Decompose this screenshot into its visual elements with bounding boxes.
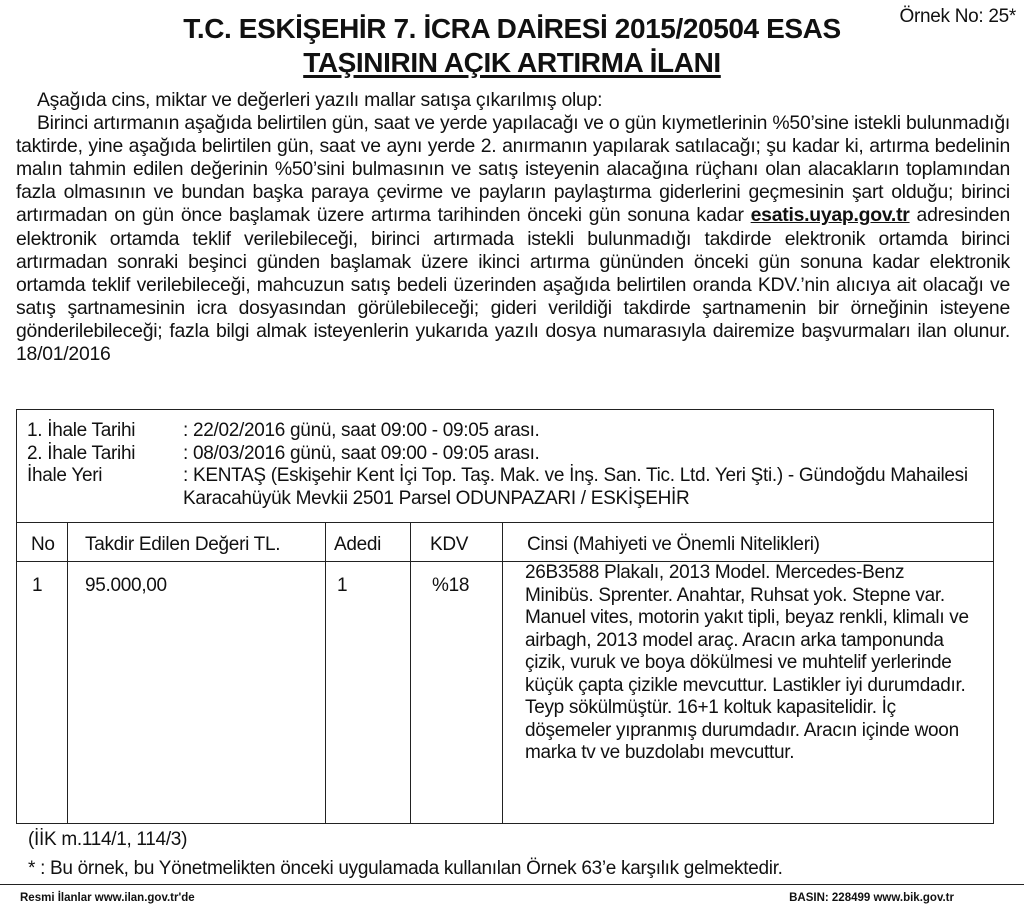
row-value: 95.000,00	[85, 575, 167, 596]
announcement-body	[16, 89, 1010, 366]
footer-bar	[0, 884, 1024, 920]
date2-label: 2. İhale Tarihi	[27, 442, 136, 464]
place-value: : KENTAŞ (Eskişehir Kent İçi Top. Taş. Mak. ve İnş. San. Tic. Ltd. Yeri Şti.) - Gündoğdu Mahailesi Karacahüyük Mevkii 2501 Parsel ODUNPAZARI / ESKİŞEHİR	[183, 465, 968, 509]
title-line-1: T.C. ESKİŞEHİR 7. İCRA DAİRESİ 2015/20504 ESAS	[183, 13, 841, 44]
footnote: * : Bu örnek, bu Yönetmelikten önceki uygulamada kullanılan Örnek 63’e karşılık gelmektedir.	[28, 858, 783, 879]
auction-details-box	[16, 409, 994, 824]
row-kdv: %18	[432, 575, 470, 596]
header-kdv: KDV	[430, 534, 469, 555]
header-no: No	[31, 534, 55, 555]
esatis-link[interactable]: esatis.uyap.gov.tr	[750, 204, 910, 227]
title-line-2: TAŞINIRIN AÇIK ARTIRMA İLANI	[303, 47, 721, 78]
col-divider-3	[410, 522, 411, 823]
intro-text-a: Birinci artırmanın aşağıda belirtilen gün, saat ve yerde yapılacağı ve o gün kıymetlerinin %50’sine istekli bulunmadığı taktirde, yine aşağıda belirtilen gün, saat ve aynı yerde 2. anırmanın yapılarak satılacağı; şu kadar ki, artırma bedelinin malın tahmin edilen değerinin %50’sini bulmasının ve satış isteyenin alacağına rüçhanı olan alacakların toplamından fazla olmasının ve bundan başka paraya çevirme ve payların paylaştırma giderlerini geçmesinin şart olduğu; birinci artırmadan on gün önce başlamak üzere artırma tarihinden önceki gün sonuna kadar	[16, 112, 1010, 227]
header-value: Takdir Edilen Değeri TL.	[85, 534, 281, 555]
sample-number: Örnek No: 25*	[899, 6, 1016, 27]
intro-paragraph-2	[16, 112, 1010, 366]
page-title	[0, 12, 1024, 80]
header-qty: Adedi	[334, 534, 382, 555]
intro-text-b: adresinden elektronik ortamda teklif verilebileceği, birinci artırmada istekli bulunmadığı takdirde elektronik ortamda birinci artırmadan sonraki beşinci günden başlamak üzere ikinci artırma gününden önceki gün sonuna kadar elektronik ortamda teklif verilebileceği, mahcuzun satış bedeli üzerinden aşağıda belirtilen oranda KDV.’nin alıcıya ait olacağı ve satış şartnamesinin icra dosyasından görülebileceği; gideri verildiği takdirde şartnamenin bir örneğinin isteyene gönderilebileceği; fazla bilgi almak isteyenlerin yukarıda yazılı dosya numarasıyla dairemize başvurmaları ilan olunur. 18/01/2016	[16, 204, 1010, 366]
col-divider-2	[325, 522, 326, 823]
row-qty: 1	[337, 575, 348, 596]
col-divider-1	[67, 522, 68, 823]
row-desc: 26B3588 Plakalı, 2013 Model. Mercedes-Benz Minibüs. Sprenter. Anahtar, Ruhsat yok. Stepne var. Manuel vites, motorin yakıt tipli, beyaz renkli, klimalı ve airbagh, 2013 model araç. Aracın arka tamponunda çizik, vuruk ve boya dökülmesi ve muhtelif yerlerinde küçük çapta çizikle mevcuttur. Lastikler iyi durumdadır. Teyp sökülmüştür. 16+1 koltuk kapasitelidir. İç döşemeler yıpranmış durumdadır. Aracın içinde woon marka tv ve buzdolabı mevcuttur.	[525, 562, 969, 763]
intro-paragraph-1: Aşağıda cins, miktar ve değerleri yazılı mallar satışa çıkarılmış olup:	[37, 89, 603, 111]
auction-info	[27, 420, 983, 510]
date1-label: 1. İhale Tarihi	[27, 420, 136, 441]
row-no: 1	[32, 575, 43, 596]
place-label: İhale Yeri	[27, 465, 103, 486]
date2-value: : 08/03/2016 günü, saat 09:00 - 09:05 arası.	[183, 442, 540, 464]
table-top-border	[17, 522, 993, 523]
header-desc: Cinsi (Mahiyeti ve Önemli Nitelikleri)	[527, 534, 820, 555]
col-divider-4	[502, 522, 503, 823]
date1-value: : 22/02/2016 günü, saat 09:00 - 09:05 arası.	[183, 420, 540, 441]
law-reference: (İİK m.114/1, 114/3)	[28, 829, 188, 850]
footer-right-text: BASIN: 228499 www.bik.gov.tr	[789, 892, 954, 904]
footer-left-text: Resmi İlanlar www.ilan.gov.tr'de	[20, 892, 195, 904]
